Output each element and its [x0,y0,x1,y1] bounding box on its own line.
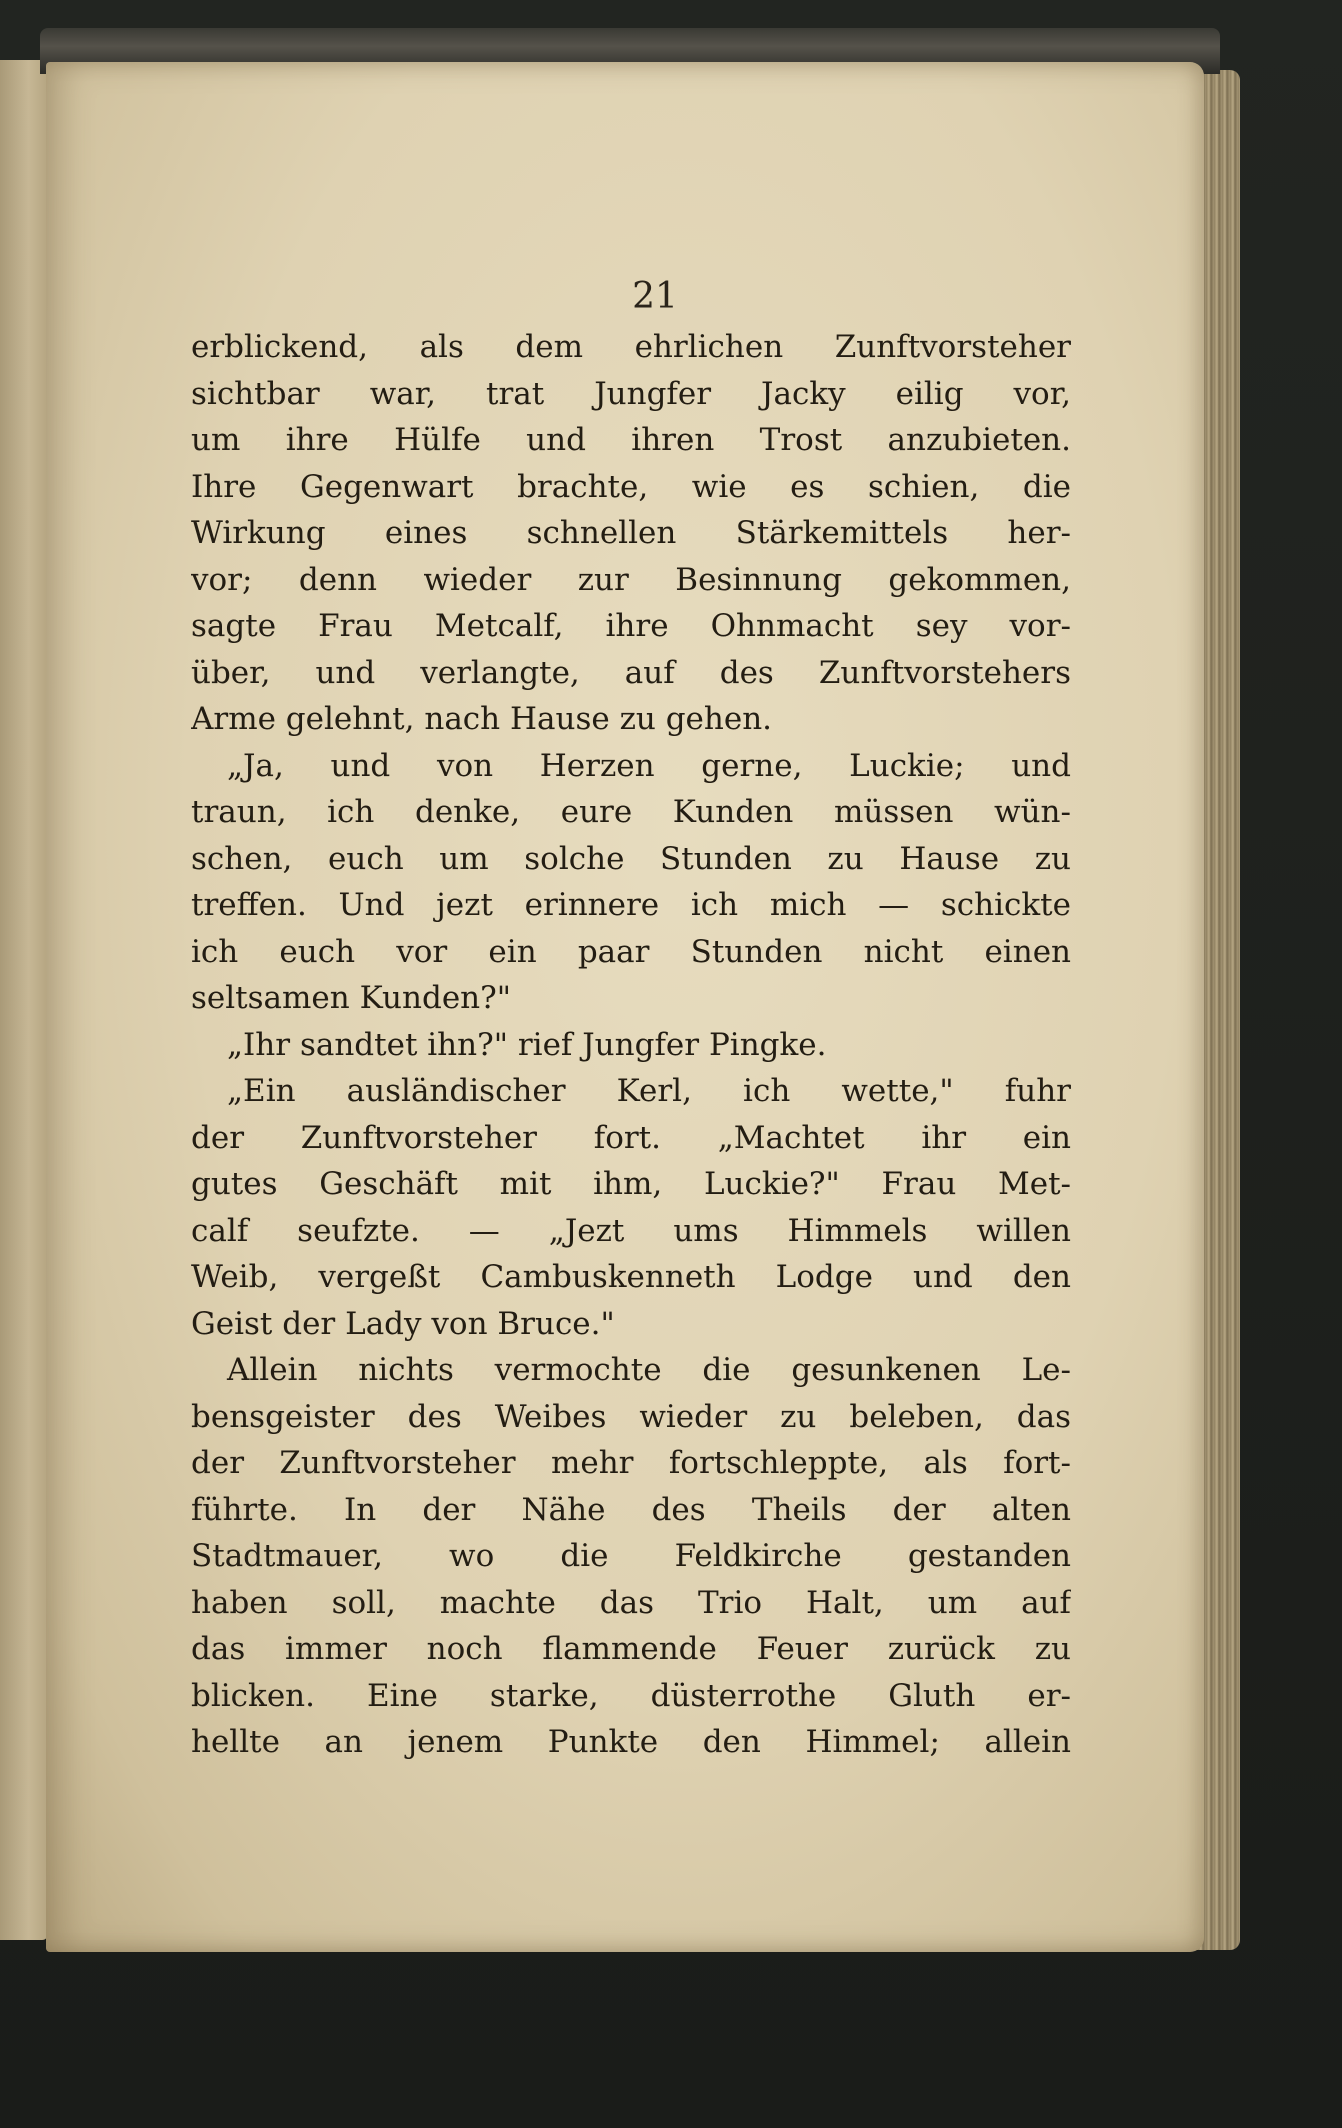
book-page [46,62,1204,1952]
text-line: Arme gelehnt, nach Hause zu gehen. [191,701,773,737]
text-line: seltsamen Kunden?" [191,980,512,1016]
text-line: führte. In der Nähe des Theils der alten [191,1491,1071,1528]
text-line: Geist der Lady von Bruce." [191,1305,615,1342]
text-line: der Zunftvorsteher fort. „Machtet ihr ein [191,1119,1071,1156]
text-line: vor; denn wieder zur Besinnung gekommen, [191,561,1071,598]
text-line: „Ja, und von Herzen gerne, Luckie; und [227,747,1071,784]
text-line: über, und verlangte, auf des Zunftvorstehers [191,654,1071,691]
text-line: das immer noch flammende Feuer zurück zu [191,1631,1071,1667]
text-line: „Ihr sandtet ihn?" rief Jungfer Pingke. [227,1026,827,1063]
text-line: Ihre Gegenwart brachte, wie es schien, die [191,468,1071,505]
text-line: gutes Geschäft mit ihm, Luckie?" Frau Met- [191,1166,1071,1202]
text-line: traun, ich denke, eure Kunden müssen wün- [191,794,1071,830]
text-line: Allein nichts vermochte die gesunkenen Le- [227,1352,1071,1388]
text-line: der Zunftvorsteher mehr fortschleppte, als fort- [191,1445,1071,1481]
text-line: hellte an jenem Punkte den Himmel; allein [191,1724,1071,1760]
text-line: calf seufzte. — „Jezt ums Himmels willen [191,1212,1071,1249]
text-line: schen, euch um solche Stunden zu Hause zu [191,840,1071,877]
text-line: Wirkung eines schnellen Stärkemittels her- [191,515,1071,551]
body-text [191,324,1071,1766]
text-line: ich euch vor ein paar Stunden nicht einen [191,933,1071,970]
text-line: bensgeister des Weibes wieder zu beleben, das [191,1398,1071,1435]
text-line: blicken. Eine starke, düsterrothe Gluth er- [191,1677,1071,1714]
text-line: sagte Frau Metcalf, ihre Ohnmacht sey vor- [191,608,1071,644]
text-line: „Ein ausländischer Kerl, ich wette," fuhr [227,1073,1071,1109]
text-line: sichtbar war, trat Jungfer Jacky eilig vor, [191,375,1071,412]
text-line: treffen. Und jezt erinnere ich mich — schickte [191,887,1071,923]
previous-page-edge [0,60,48,1940]
text-line: haben soll, machte das Trio Halt, um auf [191,1584,1071,1621]
text-line: Stadtmauer, wo die Feldkirche gestanden [191,1538,1071,1574]
text-line: um ihre Hülfe und ihren Trost anzubieten. [191,422,1071,458]
text-line: erblickend, als dem ehrlichen Zunftvorsteher [191,329,1071,365]
text-line: Weib, vergeßt Cambuskenneth Lodge und den [191,1259,1071,1295]
page-number: 21 [632,276,678,317]
